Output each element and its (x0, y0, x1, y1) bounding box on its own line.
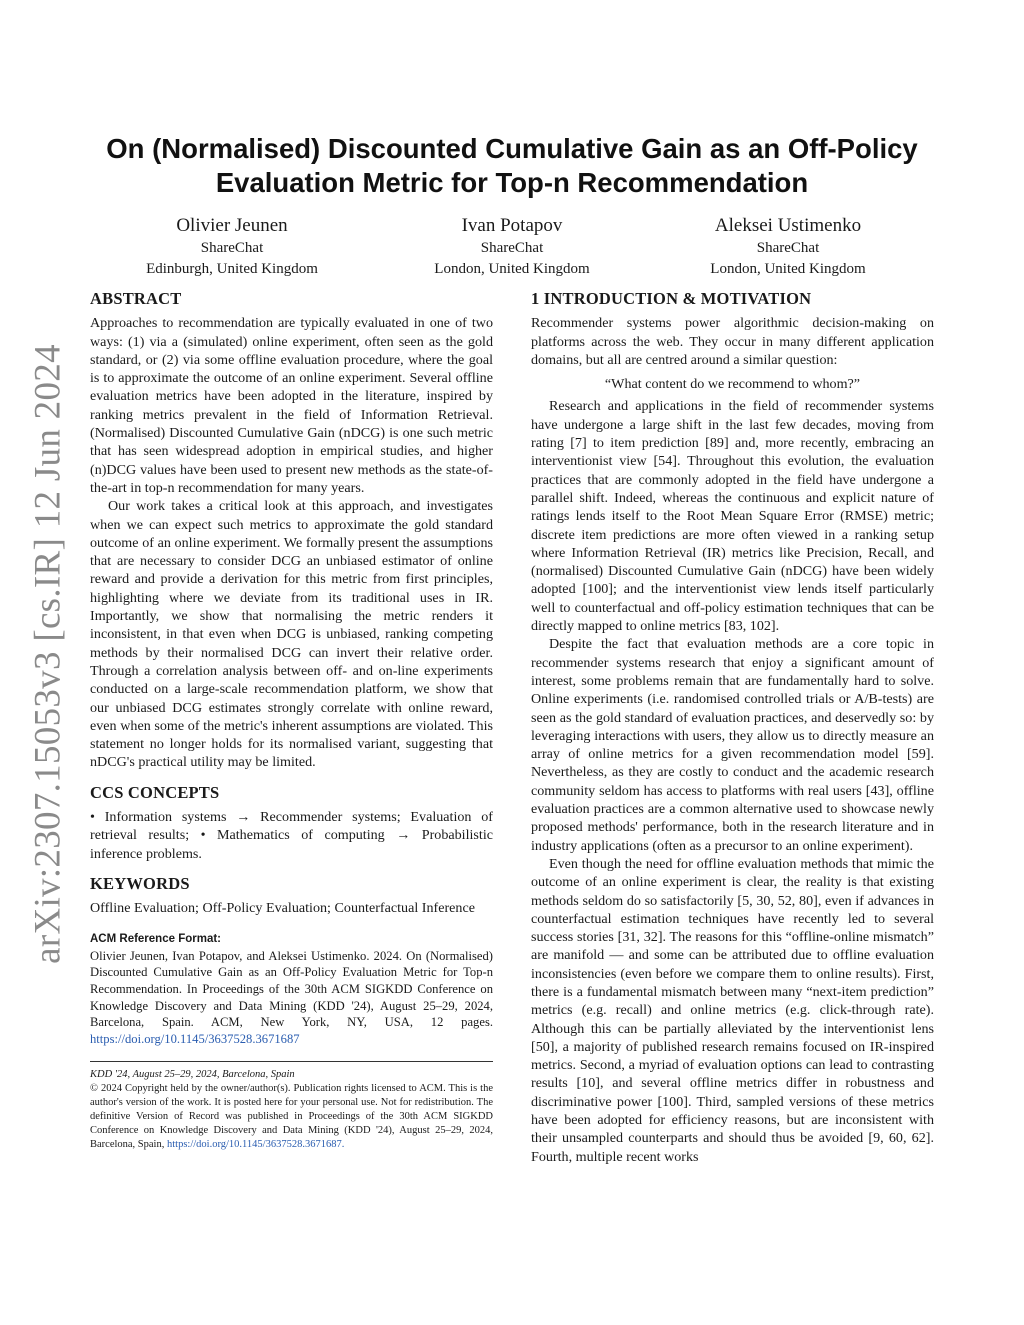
abstract-paragraph-2: Our work takes a critical look at this approach, and investigates when we can expect such metrics to approximate the gold standard outcome of an online experiment. We formally present the assumptions that are necessary to consider DCG an unbiased estimator of online reward and provide a derivation for this metric from first principles, highlighting where we deviate from its traditional uses in IR. Importantly, we show that normalising the metric renders it inconsistent, in that even when DCG is unbiased, ranking competing methods by their normalised DCG can invert their relative order. Through a correlation analysis between off- and on-line experiments conducted on a large-scale recommendation platform, we show that our unbiased DCG estimates strongly correlate with online reward, even when some of the metric's inherent assumptions are violated. This statement no longer holds for its normalised variant, suggesting that nDCG's practical utility may be limited. (90, 498, 493, 771)
acm-reference-body: Olivier Jeunen, Ivan Potapov, and Aleksei Ustimenko. 2024. On (Normalised) Discounted Cumulative Gain as an Off-Policy Evaluation Metric for Top-n Recommendation. In Proceedings of the 30th ACM SIGKDD Conference on Knowledge Discovery and Data Mining (KDD '24), August 25–29, 2024, Barcelona, Spain. ACM, New York, NY, USA, 12 pages. (90, 948, 493, 1030)
author-org: ShareChat (480, 240, 544, 256)
footnote-divider (90, 1061, 493, 1062)
arxiv-identifier (27, 344, 69, 964)
author-name: Olivier Jeunen (176, 215, 288, 236)
author-name: Ivan Potapov (461, 215, 563, 236)
author-org: ShareChat (756, 240, 820, 256)
intro-paragraph-4: Even though the need for offline evaluation methods that mimic the outcome of an online experiment is clear, the reality is that existing methods seldom do so satisfactorily [5, 30, 52, 80], even if advances in counterfactual estimation techniques have recently led to several success stories [31, 32]. The reasons for this “offline-online mismatch” are manifold — and some can be attributed due to offline evaluation inconsistencies (even before we compare them to online results). First, there is a fundamental mismatch between many “next-item prediction” metrics (e.g. recall) and online metrics (e.g. click-through rate). Although this can be partially alleviated by the interventionist lens [50], a majority of published research remains focused on IR-inspired metrics. Second, a myriad of evaluation options can lead to contrasting results [10], and several offline metrics differ in robustness and discriminative power [100]. Third, sampled versions of these metrics have been adopted for efficiency reasons, but are inconsistent with their unsampled counterparts and should thus be avoided [9, 60, 62]. Fourth, multiple recent works (531, 855, 934, 1165)
arxiv-id-text: arXiv:2307.15053v3 [cs.IR] 12 Jun 2024 (27, 344, 69, 964)
acm-reference-heading: ACM Reference Format: (90, 932, 221, 945)
footnote-venue: KDD '24, August 25–29, 2024, Barcelona, Spain (90, 1069, 295, 1081)
acm-reference-text (90, 948, 493, 1048)
ccs-concepts-text: • Information systems → Recommender systems; Evaluation of retrieval results; • Mathematics of computing → Probabilistic inference problems. (90, 809, 493, 862)
paper-title (90, 132, 934, 200)
intro-quote: “What content do we recommend to whom?” (604, 376, 861, 393)
abstract-paragraph-1: Approaches to recommendation are typically evaluated in one of two ways: (1) via a (simulated) online experiment, often seen as the gold standard, or (2) via some offline evaluation procedure, where the goal is to approximate the outcome of an online experiment. Several offline evaluation metrics have been adopted in the literature, inspired by ranking metrics prevalent in the field of Information Retrieval. (Normalised) Discounted Cumulative Gain (nDCG) is one such metric that has seen widespread adoption in empirical studies, and higher (n)DCG values have been used to present new methods as the state-of-the-art in top-n recommendation for many years. (90, 315, 493, 496)
intro-paragraph-2: Research and applications in the field of recommender systems have undergone a large shift in the last few decades, moving from rating [7] to item prediction [89] and, more recently, embracing an interventionist view [54]. Throughout this evolution, the evaluation practices that are commonly adopted in the field have undergone a parallel shift. Indeed, whereas the continuous and explicit nature of ratings lends itself to the Root Mean Square Error (RMSE) metric; discrete item predictions are more often viewed in a ranking setup where Information Retrieval (IR) metrics like Precision, Recall, and (normalised) Discounted Cumulative Gain (nDCG) have been widely adopted [100]; and the interventionist view lends itself particularly well to counterfactual and off-policy estimation techniques that can be directly mapped to online metrics [83, 102]. (531, 398, 934, 635)
author-location: Edinburgh, United Kingdom (146, 261, 318, 277)
keywords-heading: KEYWORDS (90, 873, 190, 893)
left-column (90, 288, 493, 1152)
title-line-1: On (Normalised) Discounted Cumulative Gain as an Off-Policy (106, 133, 918, 164)
abstract-heading: ABSTRACT (90, 289, 182, 308)
author-location: London, United Kingdom (710, 261, 866, 277)
author-name: Aleksei Ustimenko (714, 215, 862, 236)
keywords-text: Offline Evaluation; Off-Policy Evaluation; Counterfactual Inference (90, 900, 475, 917)
author-3 (668, 214, 908, 280)
title-line-2: Evaluation Metric for Top-n Recommendation (215, 167, 809, 198)
copyright-text: © 2024 Copyright held by the owner/author(s). Publication rights licensed to ACM. This is the author's version of the work. It is posted here for your personal use. Not for redistribution. The definitive Version of Record was published in Proceedings of the 30th ACM SIGKDD Conference on Knowledge Discovery and Data Mining (KDD '24), August 25–29, 2024, Barcelona, Spain, (90, 1083, 493, 1151)
author-block (90, 214, 934, 280)
author-org: ShareChat (200, 240, 264, 256)
author-location: London, United Kingdom (434, 261, 590, 277)
intro-heading: 1 INTRODUCTION & MOTIVATION (531, 289, 812, 308)
footnote-doi-link[interactable]: https://doi.org/10.1145/3637528.3671687. (166, 1139, 345, 1151)
ccs-heading: CCS CONCEPTS (90, 782, 220, 802)
intro-paragraph-1: Recommender systems power algorithmic decision-making on platforms across the web. They occur in many different application domains, but all are centred around a similar question: (531, 315, 934, 368)
intro-paragraph-3: Despite the fact that evaluation methods are a core topic in recommender systems research that enjoy a significant amount of interest, some problems remain that are fundamentally hard to solve. Online experiments (i.e. randomised controlled trials or A/B-tests) are seen as the gold standard of evaluation practices, and deservedly so: by leveraging interactions with users, they allow us to directly measure an array of online metrics for a given recommendation model [59]. Nevertheless, as they are costly to conduct and the academic research community seldom has access to platforms with real users [43], offline evaluation practices are a common alternative used to showcase newly proposed methods' performance, both in the research literature and in industry applications (often as a precursor to an online experiment). (531, 636, 934, 854)
footnote-copyright (90, 1082, 493, 1152)
acm-doi-link[interactable]: https://doi.org/10.1145/3637528.3671687 (90, 1031, 300, 1046)
author-2 (392, 214, 632, 280)
right-column (531, 288, 934, 1166)
author-1 (112, 214, 352, 280)
